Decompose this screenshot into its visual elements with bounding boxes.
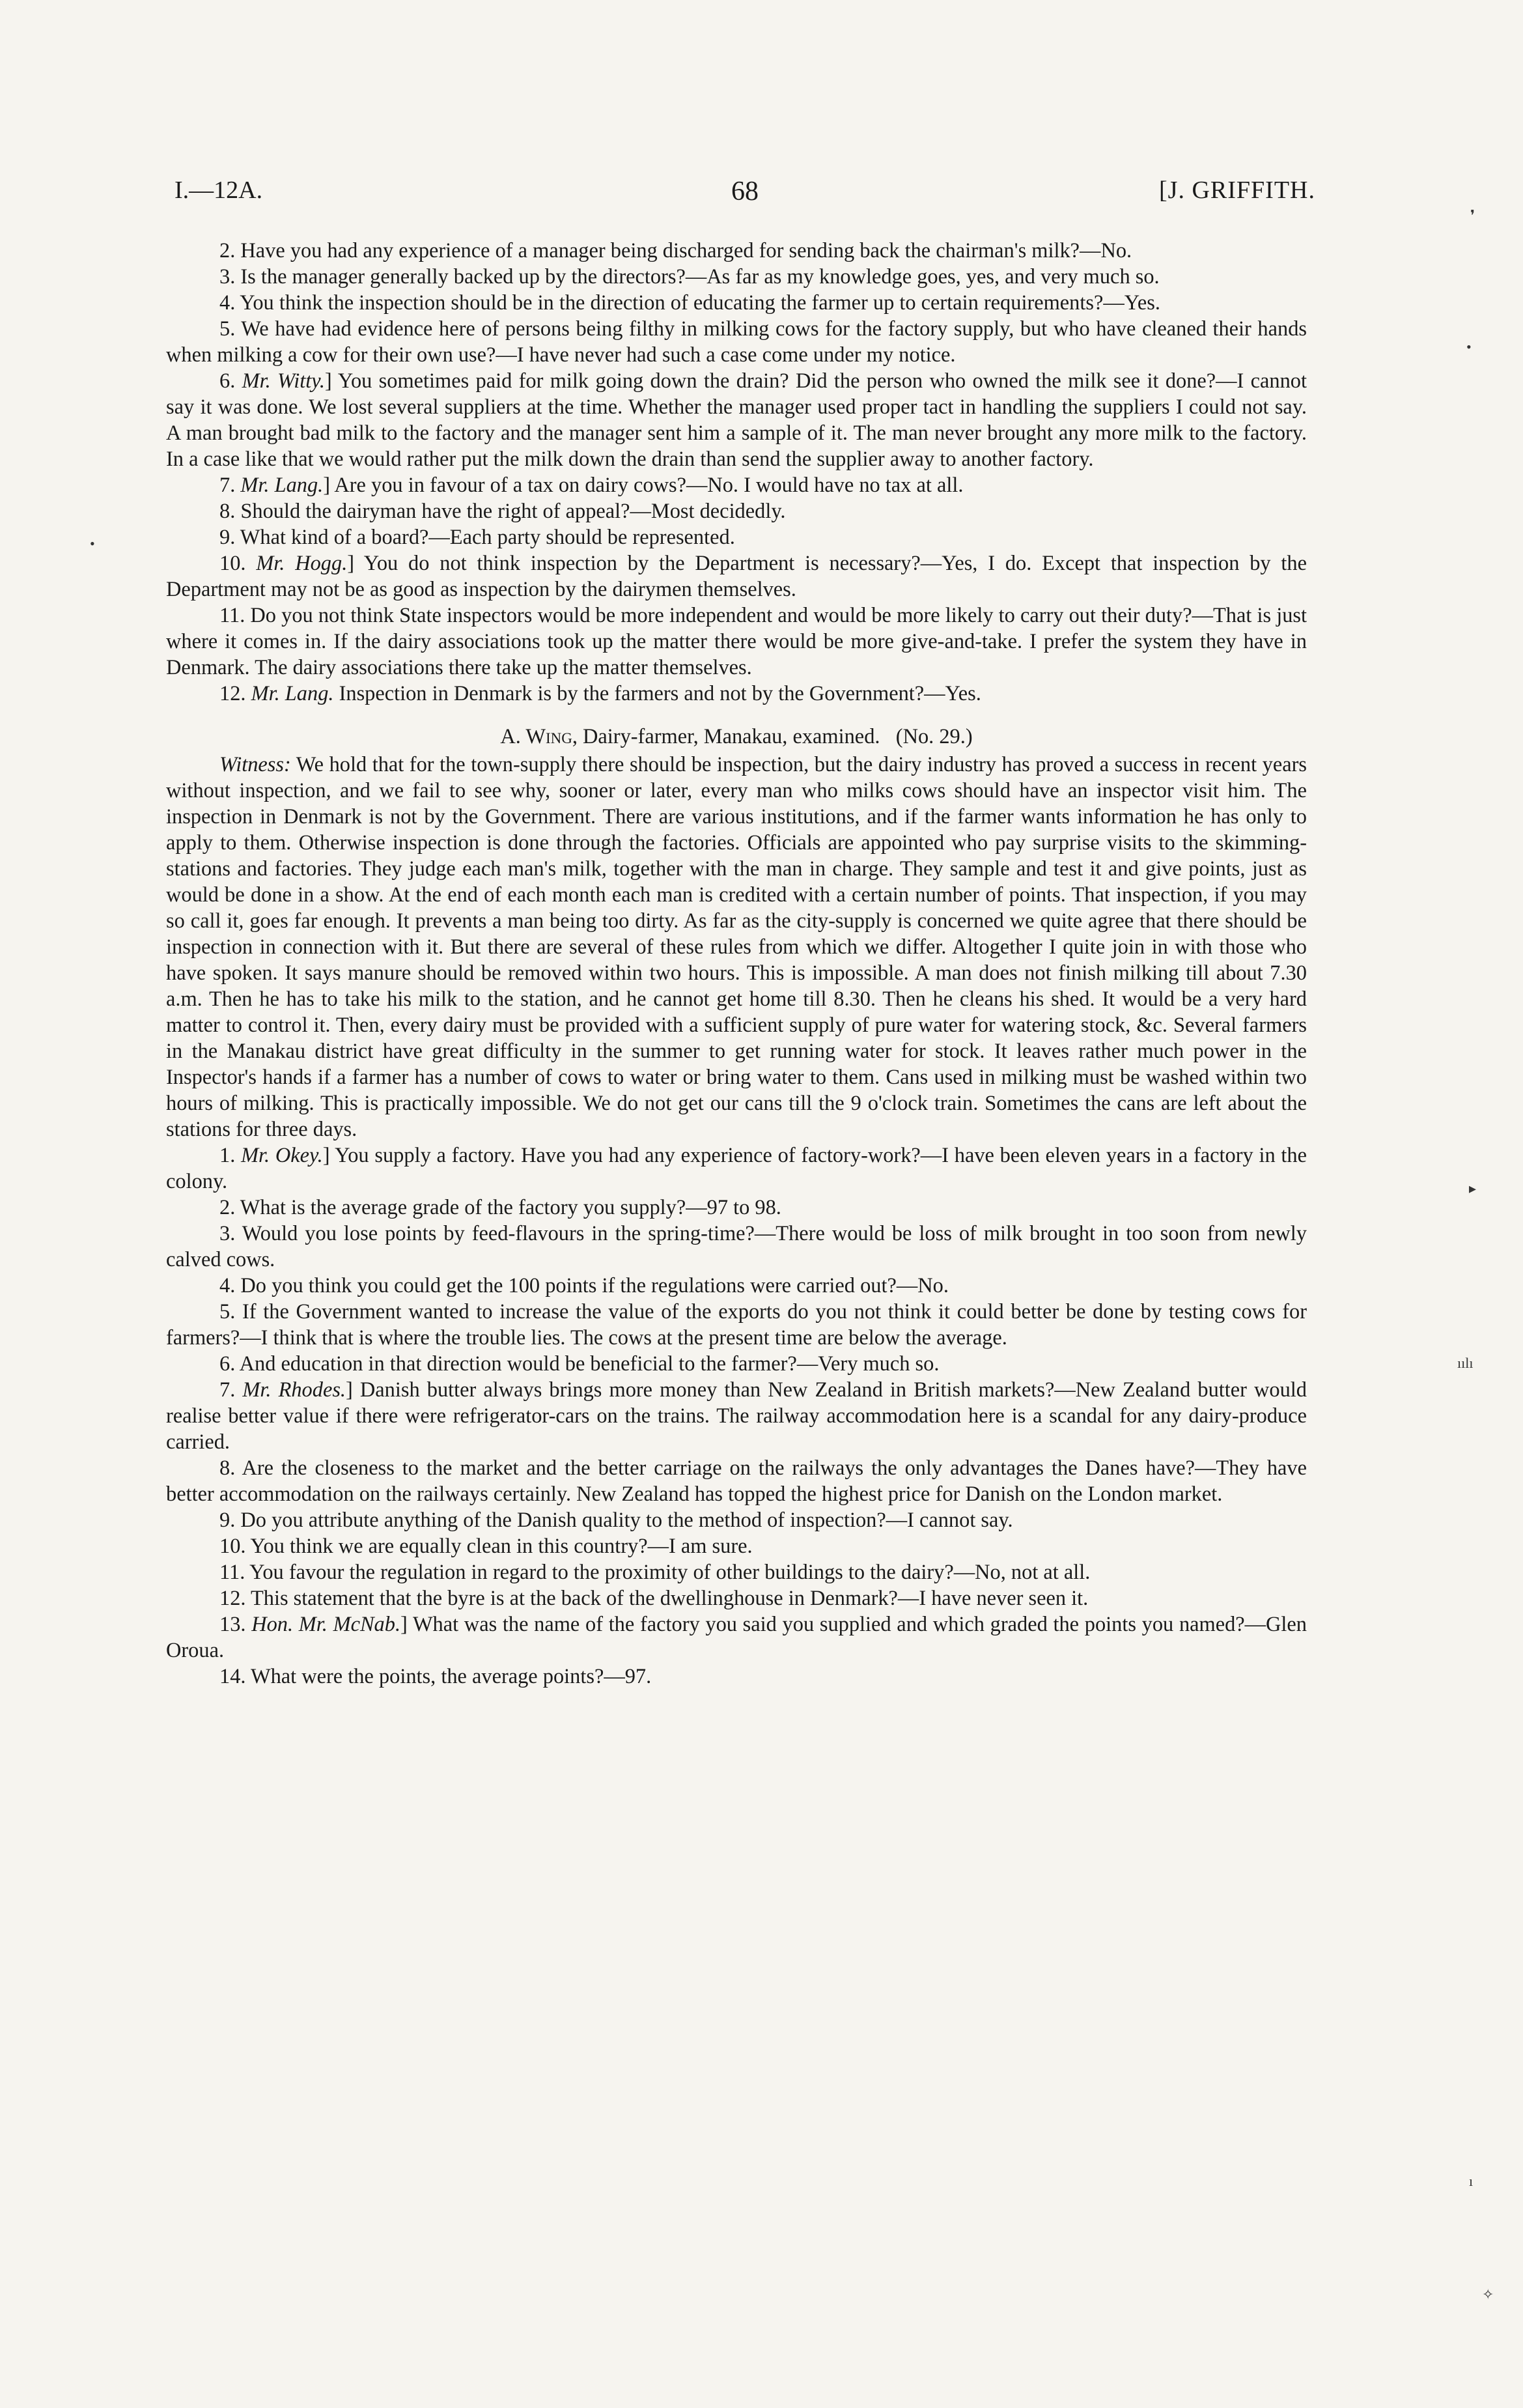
evidence-paragraph (166, 1559, 1307, 1585)
evidence-paragraph (166, 264, 1307, 290)
question-number: 13. (219, 1613, 252, 1636)
paragraph-text: 2. Have you had any experience of a manager being discharged for sending back the chairman's milk?—No. (219, 239, 1132, 262)
body-text (166, 238, 1307, 1690)
speaker-name: Mr. Lang. (251, 682, 334, 705)
witness-heading (166, 724, 1307, 750)
evidence-paragraph (166, 316, 1307, 368)
paragraph-text: 14. What were the points, the average points?—97. (219, 1665, 652, 1688)
section-wing-evidence (166, 752, 1307, 1690)
paragraph-text: 8. Should the dairyman have the right of appeal?—Most decidedly. (219, 500, 786, 523)
margin-mark: ❜ (1470, 207, 1475, 223)
margin-mark: • (1466, 339, 1472, 355)
paragraph-text: 9. Do you attribute anything of the Danish quality to the method of inspection?—I cannot say. (219, 1509, 1013, 1532)
speaker-name: Mr. Okey. (241, 1144, 323, 1167)
paragraph-text: 8. Are the closeness to the market and the better carriage on the railways the only advantages the Danes have?—They have better accommodation on the railways certainly. New Zealand has topped the highest price for Danish on the London market. (166, 1456, 1307, 1506)
paragraph-text: 6. And education in that direction would be beneficial to the farmer?—Very much so. (219, 1352, 940, 1376)
speaker-name: Mr. Hogg. (256, 552, 348, 575)
speaker-name: Mr. Rhodes. (242, 1378, 346, 1402)
witness-description: , Dairy-farmer, Manakau, examined. (572, 725, 880, 748)
paragraph-text: ] What was the name of the factory you said you supplied and which graded the points you named?—Glen Oroua. (166, 1613, 1307, 1662)
evidence-paragraph (166, 1507, 1307, 1533)
witness-number: (No. 29.) (895, 725, 973, 748)
speaker-name: Hon. Mr. McNab. (251, 1613, 401, 1636)
evidence-paragraph (166, 1351, 1307, 1377)
evidence-paragraph (166, 1221, 1307, 1273)
margin-mark: • (90, 535, 95, 552)
paragraph-text: 12. This statement that the byre is at the back of the dwellinghouse in Denmark?—I have never seen it. (219, 1587, 1089, 1610)
evidence-paragraph (166, 1664, 1307, 1690)
paragraph-text: ] Are you in favour of a tax on dairy cows?—No. I would have no tax at all. (323, 474, 964, 497)
evidence-paragraph (166, 1377, 1307, 1455)
evidence-paragraph (166, 681, 1307, 707)
paragraph-text: 9. What kind of a board?—Each party should be represented. (219, 526, 735, 549)
evidence-paragraph (166, 498, 1307, 524)
evidence-paragraph (166, 1195, 1307, 1221)
evidence-paragraph (166, 1585, 1307, 1611)
margin-mark: ▸ (1469, 1180, 1477, 1197)
evidence-paragraph (166, 550, 1307, 602)
question-number: 12. (219, 682, 251, 705)
paragraph-text: 11. You favour the regulation in regard to the proximity of other buildings to the dairy?—No, not at all. (219, 1561, 1091, 1584)
speaker-name: Mr. Lang. (240, 474, 324, 497)
report-code: I.—12A. (175, 177, 263, 204)
margin-mark: ✧ (1482, 2286, 1494, 2302)
evidence-paragraph (166, 752, 1307, 1142)
evidence-paragraph (166, 1299, 1307, 1351)
question-number: 1. (219, 1144, 242, 1167)
witness-running-head: [J. GRIFFITH. (1159, 177, 1315, 204)
question-number: 6. (219, 369, 242, 393)
evidence-paragraph (166, 1273, 1307, 1299)
evidence-paragraph (166, 1533, 1307, 1559)
evidence-paragraph (166, 238, 1307, 264)
paragraph-text: 3. Would you lose points by feed-flavours in the spring-time?—There would be loss of milk brought in too soon from newly calved cows. (166, 1222, 1307, 1271)
page-header (175, 176, 1315, 215)
evidence-paragraph (166, 1455, 1307, 1507)
paragraph-text: 5. We have had evidence here of persons being filthy in milking cows for the factory supply, but who have cleaned their hands when milking a cow for their own use?—I have never had such a case come under my notice. (166, 317, 1307, 367)
paragraph-text: 2. What is the average grade of the factory you supply?—97 to 98. (219, 1196, 781, 1219)
witness-name: A. Wing (500, 725, 572, 748)
question-number: 7. (219, 474, 241, 497)
paragraph-text: We hold that for the town-supply there should be inspection, but the dairy industry has proved a success in recent years without inspection, and we fail to see why, sooner or later, every man who milks cows should have an inspector visit him. The inspection in Denmark is not by the Government. There are various institutions, and if the farmer wants information he has only to apply to them. Otherwise inspection is done through the factories. Officials are appointed who pay surprise visits to the skimming-stations and factories. They judge each man's milk, together with the man in charge. They sample and test it and give points, just as would be done in a show. At the end of each month each man is credited with a certain number of points. That inspection, if you may so call it, goes far enough. It prevents a man being too dirty. As far as the city-supply is concerned we quite agree that there should be inspection in connection with it. But there are several of these rules from which we differ. Altogether I quite join in with those who have spoken. It says manure should be removed within two hours. This is impossible. A man does not finish milking till about 7.30 a.m. Then he has to take his milk to the station, and he cannot get home till 8.30. Then he cleans his shed. It would be a very hard matter to control it. Then, every dairy must be provided with a sufficient supply of pure water for watering stock, &c. Several farmers in the Manakau district have great difficulty in the summer to get running water for stock. It leaves rather much power in the Inspector's hands if a farmer has a number of cows to water or bring water to them. Cans used in milking must be washed within two hours of milking. This is practically impossible. We do not get our cans till the 9 o'clock train. Sometimes the cans are left about the stations for three days. (166, 753, 1307, 1141)
paragraph-text: 3. Is the manager generally backed up by the directors?—As far as my knowledge goes, yes, and very much so. (219, 265, 1160, 289)
evidence-paragraph (166, 1142, 1307, 1195)
evidence-paragraph (166, 290, 1307, 316)
paragraph-text: 11. Do you not think State inspectors would be more independent and would be more likely to carry out their duty?—That is just where it comes in. If the dairy associations took up the matter there would be more give-and-take. I prefer the system they have in Denmark. The dairy associations there take up the matter themselves. (166, 604, 1307, 679)
evidence-paragraph (166, 1611, 1307, 1664)
margin-mark: ıılı (1457, 1355, 1474, 1371)
paragraph-text: ] Danish butter always brings more money than New Zealand in British markets?—New Zealand butter would realise better value if there were refrigerator-cars on the trains. The railway accommodation here is a scandal for any dairy-produce carried. (166, 1378, 1307, 1454)
paragraph-text: 4. You think the inspection should be in the direction of educating the farmer up to certain requirements?—Yes. (219, 291, 1160, 315)
paragraph-text: 5. If the Government wanted to increase the value of the exports do you not think it could better be done by testing cows for farmers?—I think that is where the trouble lies. The cows at the present time are below the average. (166, 1300, 1307, 1350)
section-previous-witness (166, 238, 1307, 707)
evidence-paragraph (166, 368, 1307, 472)
speaker-name: Mr. Witty. (242, 369, 325, 393)
paragraph-text: Inspection in Denmark is by the farmers and not by the Government?—Yes. (333, 682, 981, 705)
page-number: 68 (731, 177, 759, 206)
paragraph-text: 10. You think we are equally clean in this country?—I am sure. (219, 1535, 753, 1558)
evidence-paragraph (166, 472, 1307, 498)
paragraph-text: ] You supply a factory. Have you had any experience of factory-work?—I have been eleven years in a factory in the colony. (166, 1144, 1307, 1193)
margin-mark: ı (1469, 2173, 1474, 2189)
question-number: 7. (219, 1378, 243, 1402)
question-number: 10. (219, 552, 257, 575)
evidence-paragraph (166, 602, 1307, 681)
evidence-paragraph (166, 524, 1307, 550)
paragraph-text: ] You do not think inspection by the Department is necessary?—Yes, I do. Except that inspection by the Department may not be as good as inspection by the dairymen themselves. (166, 552, 1307, 601)
speaker-name: Witness: (219, 753, 291, 776)
paragraph-text: 4. Do you think you could get the 100 points if the regulations were carried out?—No. (219, 1274, 949, 1297)
paragraph-text: ] You sometimes paid for milk going down the drain? Did the person who owned the milk see it done?—I cannot say it was done. We lost several suppliers at the time. Whether the manager used proper tact in handling the suppliers I could not say. A man brought bad milk to the factory and the manager sent him a sample of it. The man never brought any more milk to the factory. In a case like that we would rather put the milk down the drain than send the supplier away to another factory. (166, 369, 1307, 471)
